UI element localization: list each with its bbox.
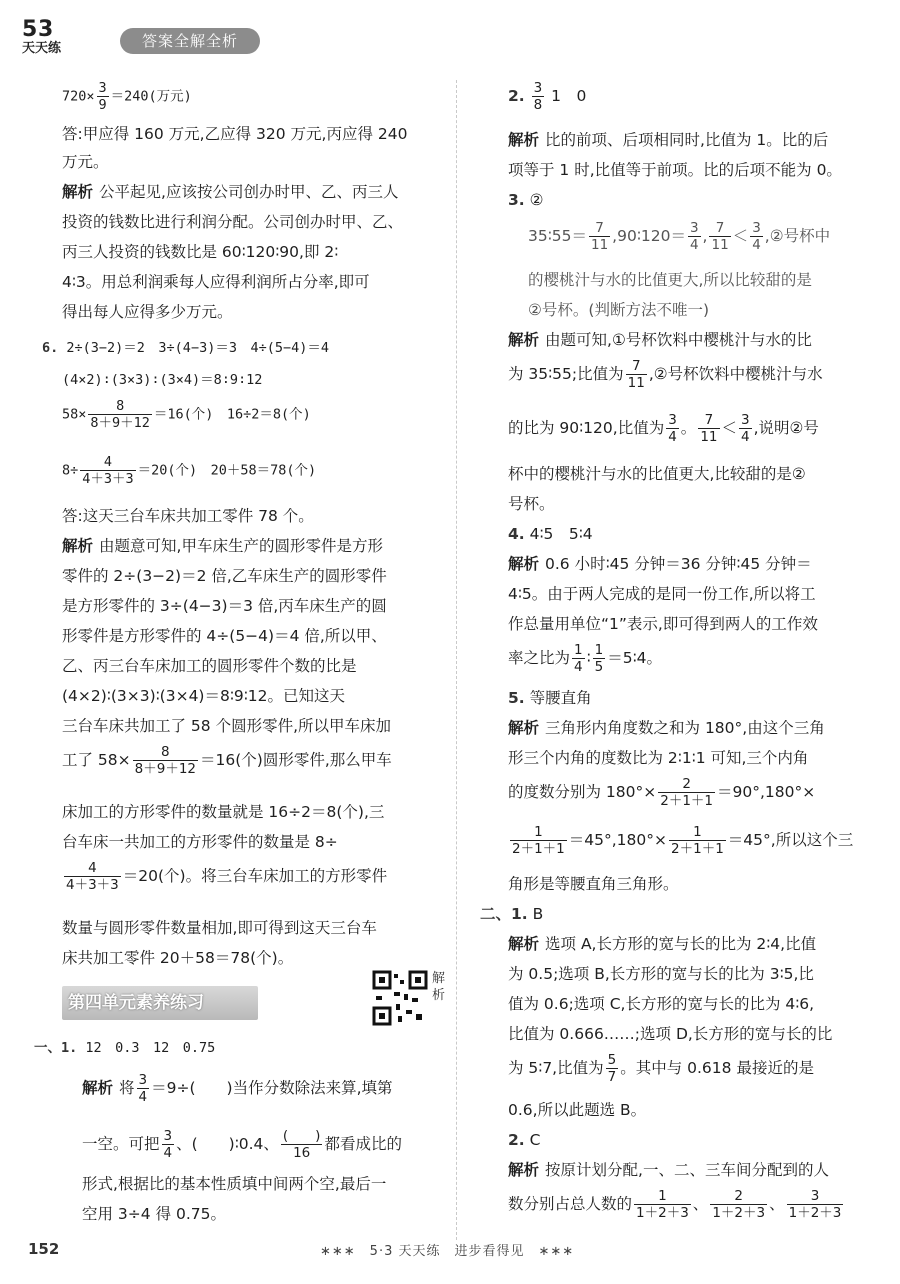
question-number: 一、1.: [34, 1040, 78, 1056]
page-number: 152: [28, 1240, 60, 1258]
q3-line: ②号杯。(判断方法不唯一): [528, 301, 709, 319]
analysis-line: 解析 将 $\frac{3}{4}$ ＝9÷( )当作分数除法来算,填第: [82, 1072, 393, 1105]
analysis-label: 解析: [508, 555, 540, 573]
qr-code-icon[interactable]: [372, 970, 428, 1026]
analysis-line: 床加工的方形零件的数量就是 16÷2＝8(个),三: [62, 803, 385, 821]
question-number: 5.: [508, 689, 525, 707]
analysis-line: 形式,根据比的基本性质填中间两个空,最后一: [82, 1175, 387, 1193]
brand-logo: [20, 14, 104, 54]
analysis-line: 作总量用单位“1”表示,即可得到两人的工作效: [508, 615, 818, 633]
analysis-line: 解析 选项 A,长方形的宽与长的比为 2∶4,比值: [508, 935, 817, 953]
answer-badge: 答案全解全析: [120, 28, 260, 54]
s3-answer: 2. C: [508, 1131, 541, 1149]
s2-answer: 二、1. B: [480, 905, 544, 923]
analysis-line: 解析 由题意可知,甲车床生产的圆形零件是方形: [62, 537, 383, 555]
analysis-line: 为 0.5;选项 B,长方形的宽与长的比为 3∶5,比: [508, 965, 814, 983]
analysis-line: 丙三人投资的钱数比是 60∶120∶90,即 2∶: [62, 243, 339, 261]
analysis-line: 解析 比的前项、后项相同时,比值为 1。比的后: [508, 131, 829, 149]
analysis-label: 解析: [508, 719, 540, 737]
question-number: 二、1.: [480, 905, 528, 923]
analysis-line: 为 35∶55;比值为 $\frac{7}{11}$ ,②号杯饮料中樱桃汁与水: [508, 358, 823, 391]
analysis-line: $\frac{1}{2+1+1}$ ＝45°,180°× $\frac{1}{2+1+1}$ ＝45°,所以这个三: [512, 824, 854, 857]
analysis-line: 0.6,所以此题选 B。: [508, 1101, 647, 1119]
analysis-line: 角形是等腰直角三角形。: [508, 875, 679, 893]
analysis-label: 解析: [508, 331, 540, 349]
footer-slogan: ∗∗∗ 5·3 天天练 进步看得见 ∗∗∗: [320, 1244, 575, 1259]
analysis-line: (4×2)∶(3×3)∶(3×4)＝8∶9∶12。已知这天: [62, 687, 345, 705]
q6-line: (4×2)∶(3×3)∶(3×4)＝8∶9∶12: [62, 372, 263, 388]
analysis-line: 解析 0.6 小时∶45 分钟＝36 分钟∶45 分钟＝: [508, 555, 812, 573]
unit-title: 第四单元素养练习: [62, 986, 258, 1020]
analysis-line: 一空。可把 $\frac{3}{4}$ 、( )∶0.4、 $\frac{( )}{16}$ 都看成比的: [82, 1128, 402, 1161]
analysis-line: 号杯。: [508, 495, 555, 513]
page-header: [20, 12, 320, 56]
question-number: 3.: [508, 191, 525, 209]
analysis-line: 的度数分别为 180°× $\frac{2}{2+1+1}$ ＝90°,180°×: [508, 776, 816, 809]
analysis-line: 为 5∶7,比值为 $\frac{5}{7}$ 。其中与 0.618 最接近的是: [508, 1052, 814, 1085]
analysis-line: 率之比为 $\frac{1}{4}$ ∶ $\frac{1}{5}$ ＝5∶4。: [508, 642, 663, 675]
column-divider: [456, 80, 457, 1240]
answer-line: 答:甲应得 160 万元,乙应得 320 万元,丙应得 240: [62, 125, 408, 143]
analysis-label: 解析: [62, 537, 94, 555]
answer-line: 答:这天三台车床共加工零件 78 个。: [62, 507, 314, 525]
analysis-label: 解析: [62, 183, 94, 201]
svg-text:天天练: 天天练: [22, 41, 62, 54]
analysis-label: 解析: [508, 131, 540, 149]
question-number: 2.: [508, 87, 525, 105]
analysis-line: 形三个内角的度数比为 2∶1∶1 可知,三个内角: [508, 749, 809, 767]
analysis-line: 数分别占总人数的 $\frac{1}{1+2+3}$ 、 $\frac{2}{1+2+3}$ 、 $\frac{3}{1+2+3}$: [508, 1188, 842, 1221]
analysis-label: 解析: [508, 935, 540, 953]
analysis-line: 数量与圆形零件数量相加,即可得到这天三台车: [62, 919, 377, 937]
q3-answer: 3. ②: [508, 191, 544, 209]
analysis-line: 形零件是方形零件的 4÷(5−4)＝4 倍,所以甲、: [62, 627, 387, 645]
analysis-line: 解析 按原计划分配,一、二、三车间分配到的人: [508, 1161, 829, 1179]
analysis-line: 乙、丙三台车床加工的圆形零件个数的比是: [62, 657, 357, 675]
question-number: 2.: [508, 1131, 525, 1149]
q3-line: 35∶55＝ $\frac{7}{11}$ ,90∶120＝ $\frac{3}{4}$ , $\frac{7}{11}$ ＜ $\frac{3}{4}$ ,②号杯中: [528, 220, 831, 253]
q6-line: 8÷ $\frac{4}{4+3+3}$ ＝20(个) 20＋58＝78(个): [62, 454, 317, 487]
analysis-line: 空用 3÷4 得 0.75。: [82, 1205, 227, 1223]
analysis-line: 4∶5。由于两人完成的是同一份工作,所以将工: [508, 585, 816, 603]
analysis-label: 解析: [82, 1079, 114, 1097]
analysis-line: 比值为 0.666……;选项 D,长方形的宽与长的比: [508, 1025, 833, 1043]
analysis-line: 解析 公平起见,应该按公司创办时甲、乙、丙三人: [62, 183, 399, 201]
analysis-line: 值为 0.6;选项 C,长方形的宽与长的比为 4∶6,: [508, 995, 815, 1013]
q4-answer: 4. 4∶5 5∶4: [508, 525, 593, 543]
analysis-line: 解析 三角形内角度数之和为 180°,由这个三角: [508, 719, 825, 737]
analysis-line: 4∶3。用总利润乘每人应得利润所占分率,即可: [62, 273, 370, 291]
q2-answer: 2. $\frac{3}{8}$ 1 0: [508, 80, 587, 113]
analysis-label: 解析: [508, 1161, 540, 1179]
analysis-line: 床共加工零件 20＋58＝78(个)。: [62, 949, 294, 967]
analysis-line: 台车床一共加工的方形零件的数量是 8÷: [62, 833, 338, 851]
analysis-line: 的比为 90∶120,比值为 $\frac{3}{4}$ 。 $\frac{7}{11}$ ＜ $\frac{3}{4}$ ,说明②号: [508, 412, 819, 445]
analysis-line: 解析 由题可知,①号杯饮料中樱桃汁与水的比: [508, 331, 812, 349]
svg-text:5: 5: [22, 17, 38, 42]
analysis-line: 零件的 2÷(3−2)＝2 倍,乙车床生产的圆形零件: [62, 567, 387, 585]
question-number: 6.: [42, 340, 59, 356]
analysis-line: 杯中的樱桃汁与水的比值更大,比较甜的是②: [508, 465, 806, 483]
analysis-line: 三台车床共加工了 58 个圆形零件,所以甲车床加: [62, 717, 392, 735]
analysis-line: 投资的钱数比进行利润分配。公司创办时甲、乙、: [62, 213, 404, 231]
analysis-line: 工了 58× $\frac{8}{8+9+12}$ ＝16(个)圆形零件,那么甲车: [62, 744, 392, 777]
q6-line: 58× $\frac{8}{8+9+12}$ ＝16(个) 16÷2＝8(个): [62, 398, 311, 431]
question-number: 4.: [508, 525, 525, 543]
analysis-line: 得出每人应得多少万元。: [62, 303, 233, 321]
svg-text:3: 3: [38, 17, 54, 42]
analysis-line: 项等于 1 时,比值等于前项。比的后项不能为 0。: [508, 161, 842, 179]
analysis-line: 是方形零件的 3÷(4−3)＝3 倍,丙车床生产的圆: [62, 597, 387, 615]
q6-line: 6. 2÷(3−2)＝2 3÷(4−3)＝3 4÷(5−4)＝4: [42, 340, 329, 356]
answer-line: 万元。: [62, 153, 109, 171]
calc-line: 720× $\frac{3}{9}$ ＝240(万元): [62, 80, 192, 113]
s1-answer: 一、1. 12 0.3 12 0.75: [34, 1040, 216, 1056]
analysis-line: $\frac{4}{4+3+3}$ ＝20(个)。将三台车床加工的方形零件: [66, 860, 388, 893]
q5-answer: 5. 等腰直角: [508, 689, 592, 707]
q3-line: 的樱桃汁与水的比值更大,所以比较甜的是: [528, 271, 812, 289]
qr-label: 解析: [432, 971, 446, 1003]
